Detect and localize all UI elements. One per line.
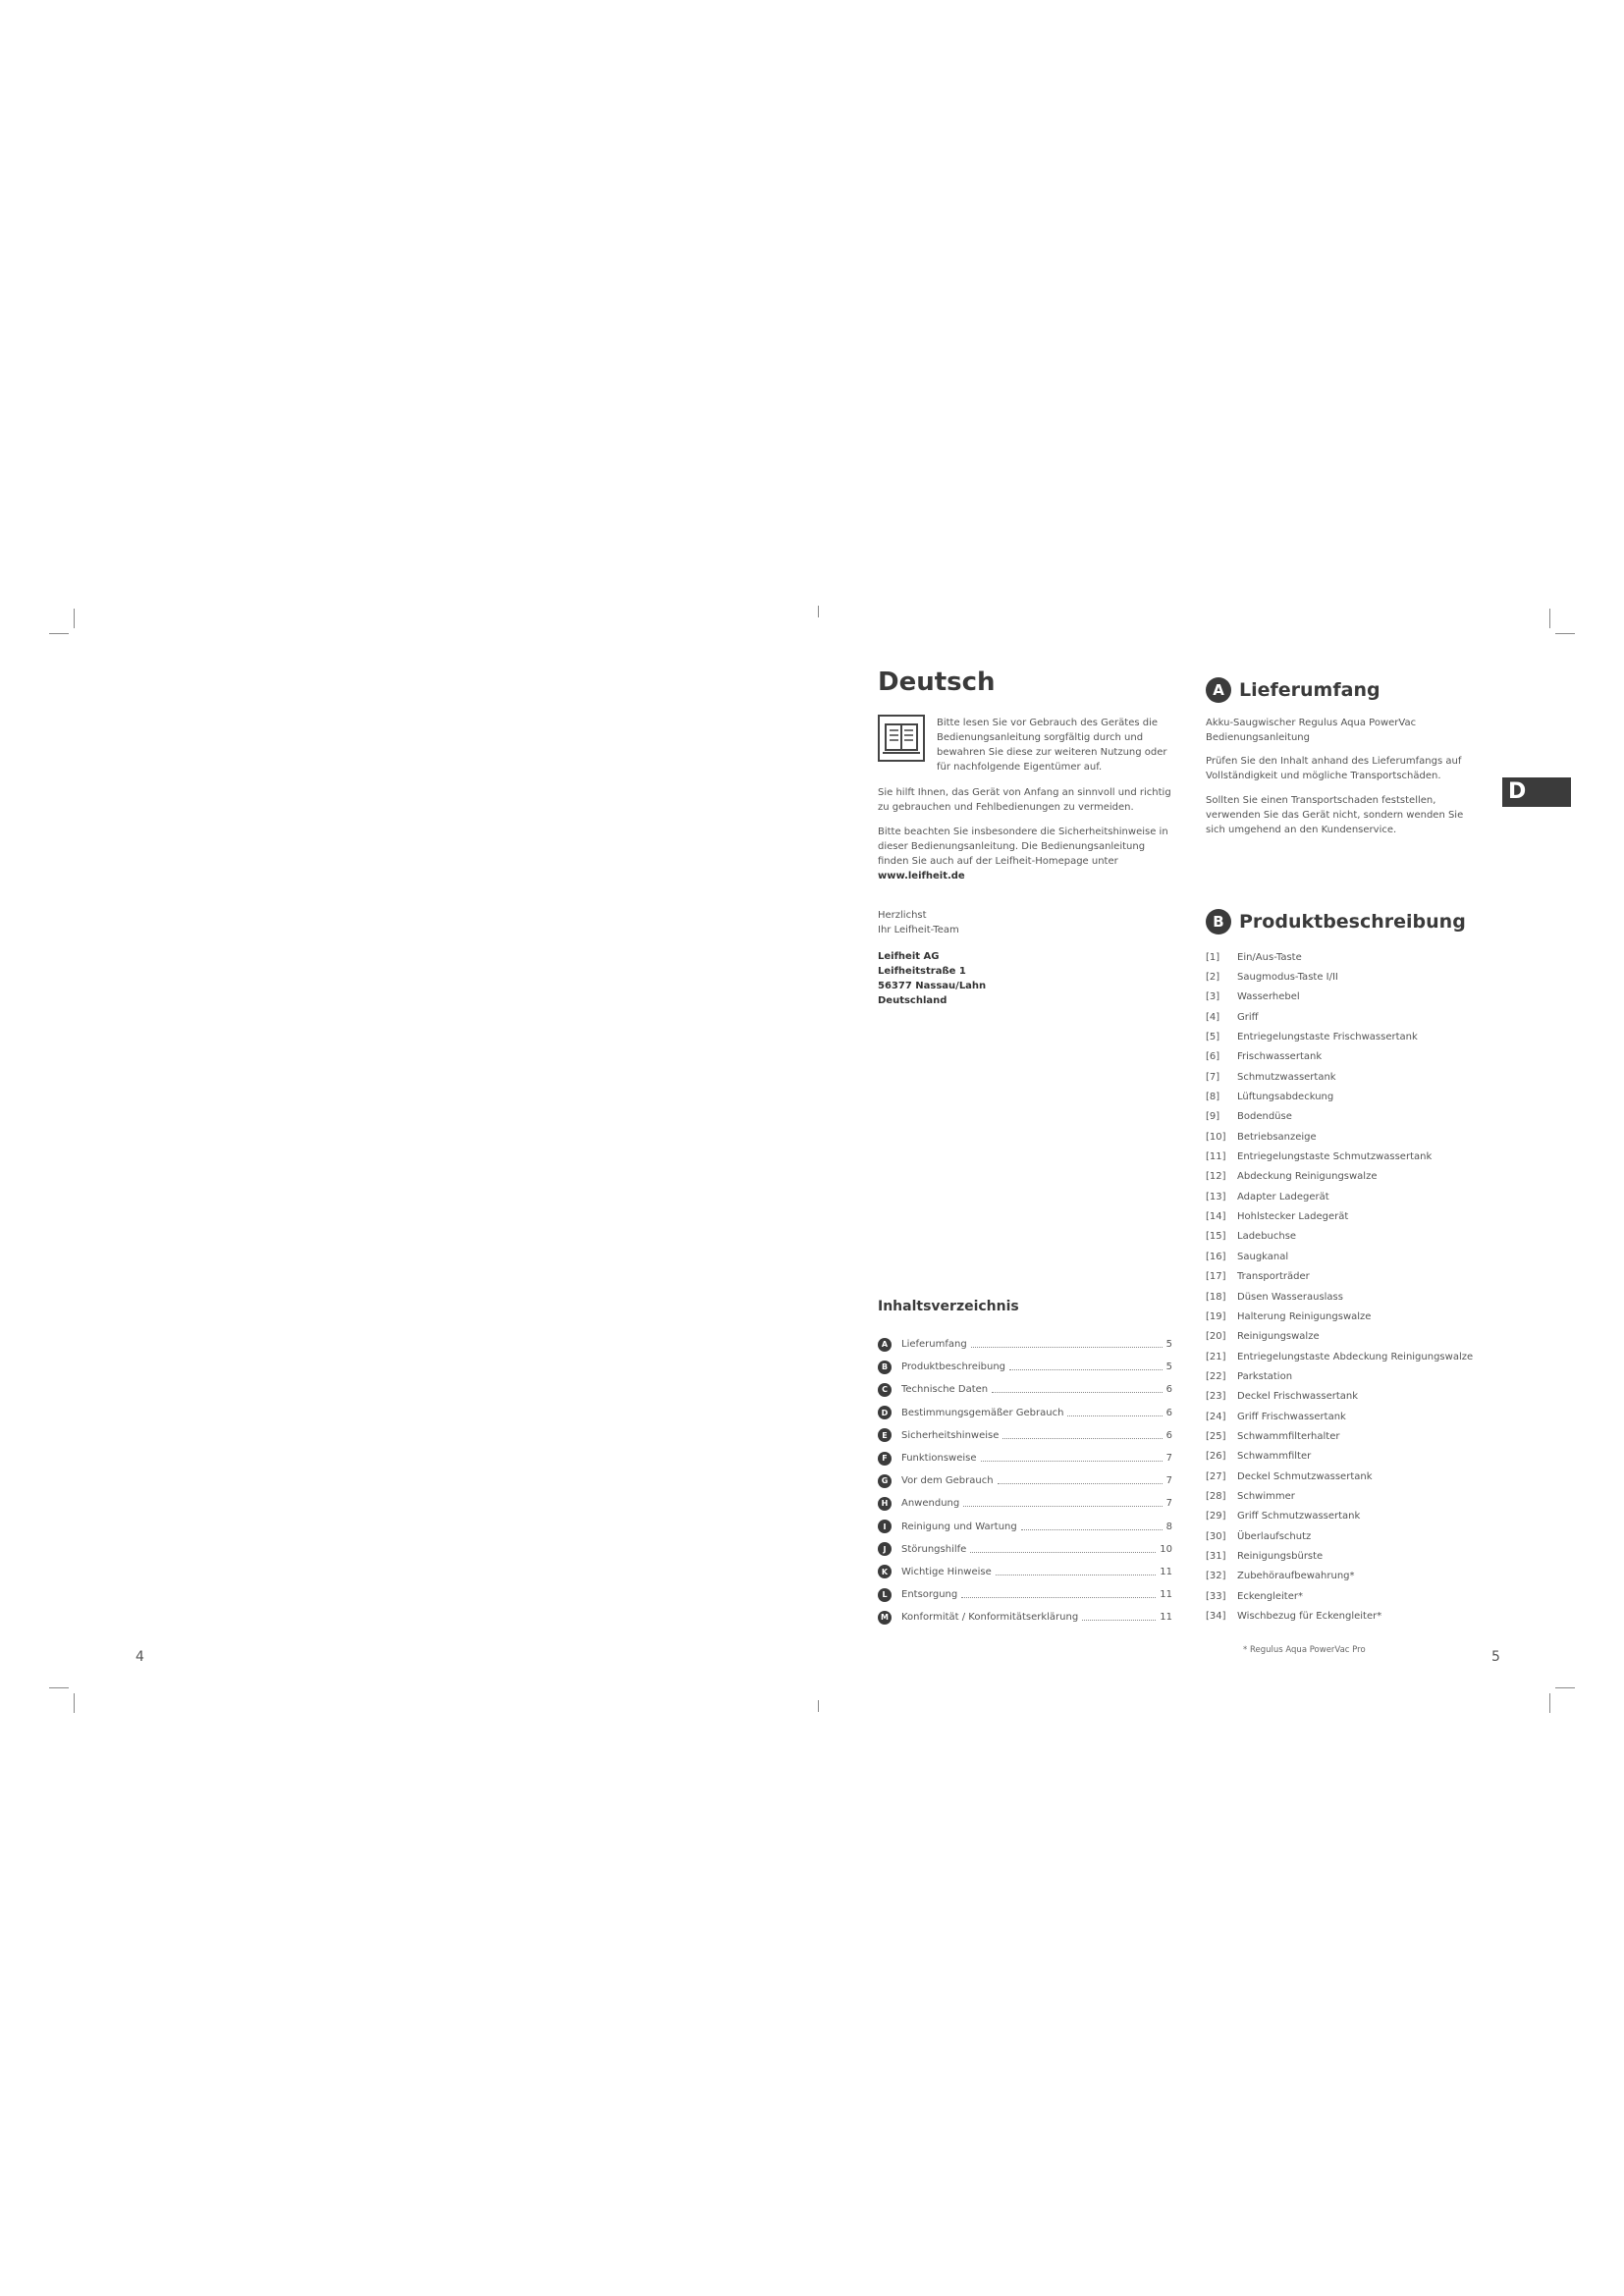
toc-page: 7 bbox=[1165, 1475, 1172, 1487]
toc-item[interactable] bbox=[878, 1378, 1172, 1401]
part-number: [24] bbox=[1206, 1411, 1226, 1422]
toc-label: Wichtige Hinweise bbox=[901, 1566, 992, 1577]
part-label: Griff Schmutzwassertank bbox=[1237, 1511, 1361, 1522]
list-item bbox=[1206, 988, 1473, 1007]
crop-mark bbox=[1555, 1687, 1575, 1688]
toc-page: 6 bbox=[1165, 1407, 1172, 1418]
section-badge: M bbox=[878, 1611, 892, 1625]
toc-item[interactable] bbox=[878, 1333, 1172, 1356]
part-label: Düsen Wasserauslass bbox=[1237, 1291, 1343, 1303]
list-item bbox=[1206, 1407, 1473, 1426]
part-number: [19] bbox=[1206, 1310, 1226, 1322]
part-number: [12] bbox=[1206, 1171, 1226, 1183]
part-label: Wasserhebel bbox=[1237, 991, 1300, 1003]
table-of-contents bbox=[878, 1333, 1172, 1629]
toc-leader bbox=[1009, 1369, 1163, 1370]
section-badge: F bbox=[878, 1452, 892, 1466]
toc-label: Reinigung und Wartung bbox=[901, 1521, 1017, 1532]
section-badge: G bbox=[878, 1474, 892, 1488]
toc-label: Konformität / Konformitätserklärung bbox=[901, 1612, 1079, 1624]
toc-leader bbox=[1021, 1529, 1163, 1530]
toc-item[interactable] bbox=[878, 1561, 1172, 1583]
toc-label: Anwendung bbox=[901, 1498, 960, 1510]
toc-item[interactable] bbox=[878, 1492, 1172, 1515]
list-item bbox=[1206, 1227, 1473, 1247]
crop-mark bbox=[1549, 609, 1550, 628]
list-item bbox=[1206, 1287, 1473, 1307]
toc-title: Inhaltsverzeichnis bbox=[878, 1299, 1019, 1314]
toc-label: Funktionsweise bbox=[901, 1453, 977, 1465]
part-number: [30] bbox=[1206, 1530, 1226, 1542]
list-item bbox=[1206, 1606, 1473, 1626]
toc-leader bbox=[1082, 1620, 1156, 1621]
part-number: [21] bbox=[1206, 1351, 1226, 1362]
toc-item[interactable] bbox=[878, 1538, 1172, 1561]
toc-leader bbox=[998, 1483, 1163, 1484]
part-label: Saugmodus-Taste I/II bbox=[1237, 972, 1338, 984]
part-label: Entriegelungstaste Schmutzwassertank bbox=[1237, 1151, 1433, 1163]
toc-item[interactable] bbox=[878, 1402, 1172, 1424]
part-label: Reinigungsbürste bbox=[1237, 1550, 1324, 1562]
part-label: Schwimmer bbox=[1237, 1490, 1295, 1502]
part-label: Parkstation bbox=[1237, 1370, 1293, 1382]
crop-mark bbox=[1549, 1693, 1550, 1713]
section-badge: B bbox=[878, 1361, 892, 1374]
section-badge: D bbox=[878, 1406, 892, 1419]
part-label: Schwammfilter bbox=[1237, 1451, 1312, 1463]
section-badge: B bbox=[1206, 909, 1231, 934]
list-item bbox=[1206, 1327, 1473, 1347]
toc-label: Störungshilfe bbox=[901, 1543, 967, 1555]
part-label: Frischwassertank bbox=[1237, 1051, 1323, 1063]
list-item bbox=[1206, 1507, 1473, 1526]
part-number: [3] bbox=[1206, 991, 1220, 1003]
part-number: [14] bbox=[1206, 1211, 1226, 1223]
para-safety-text: Bitte beachten Sie insbesondere die Sicherheitshinweise in dieser Bedienungsanleitung. Die Bedienungsanleitung finden Sie auch auf der Leifheit-Homepage unter bbox=[878, 827, 1168, 867]
toc-page: 6 bbox=[1165, 1429, 1172, 1441]
list-item bbox=[1206, 1087, 1473, 1106]
part-label: Ladebuchse bbox=[1237, 1231, 1297, 1243]
part-label: Eckengleiter* bbox=[1237, 1590, 1303, 1602]
part-label: Lüftungsabdeckung bbox=[1237, 1092, 1334, 1103]
part-number: [15] bbox=[1206, 1231, 1226, 1243]
part-label: Griff Frischwassertank bbox=[1237, 1411, 1346, 1422]
toc-item[interactable] bbox=[878, 1606, 1172, 1629]
transport-damage: Sollten Sie einen Transportschaden feststellen, verwenden Sie das Gerät nicht, sondern wenden Sie sich umgehend an den Kundenservice. bbox=[1206, 795, 1464, 835]
list-item bbox=[1206, 1486, 1473, 1506]
address-line: 56377 Nassau/Lahn bbox=[878, 981, 987, 991]
toc-label: Technische Daten bbox=[901, 1384, 989, 1396]
language-tab: D bbox=[1502, 777, 1571, 807]
toc-label: Lieferumfang bbox=[901, 1339, 967, 1351]
part-label: Griff bbox=[1237, 1011, 1259, 1023]
intro-text: Bitte lesen Sie vor Gebrauch des Gerätes die Bedienungsanleitung sorgfältig durch und bewahren Sie diese zur weiteren Nutzung oder für nachfolgende Eigentümer auf. bbox=[937, 718, 1167, 773]
part-number: [31] bbox=[1206, 1550, 1226, 1562]
part-label: Deckel Schmutzwassertank bbox=[1237, 1470, 1373, 1482]
section-badge: K bbox=[878, 1565, 892, 1578]
toc-item[interactable] bbox=[878, 1583, 1172, 1606]
crop-mark bbox=[1555, 633, 1575, 634]
website-link[interactable]: www.leifheit.de bbox=[878, 871, 965, 881]
list-item bbox=[1206, 1047, 1473, 1067]
greeting-line-2: Ihr Leifheit-Team bbox=[878, 925, 959, 935]
list-item bbox=[1206, 1447, 1473, 1467]
list-item bbox=[1206, 1206, 1473, 1226]
toc-item[interactable] bbox=[878, 1356, 1172, 1378]
part-number: [25] bbox=[1206, 1430, 1226, 1442]
part-number: [1] bbox=[1206, 951, 1220, 963]
section-badge: I bbox=[878, 1520, 892, 1533]
part-label: Überlaufschutz bbox=[1237, 1530, 1312, 1542]
toc-page: 11 bbox=[1160, 1612, 1172, 1624]
list-item bbox=[1206, 1586, 1473, 1606]
toc-leader bbox=[961, 1597, 1156, 1598]
toc-leader bbox=[963, 1506, 1162, 1507]
list-item bbox=[1206, 1366, 1473, 1386]
section-badge: A bbox=[878, 1338, 892, 1352]
part-number: [9] bbox=[1206, 1111, 1220, 1123]
parts-list bbox=[1206, 947, 1473, 1627]
section-badge: H bbox=[878, 1497, 892, 1511]
list-item bbox=[1206, 967, 1473, 987]
part-number: [2] bbox=[1206, 972, 1220, 984]
toc-item[interactable] bbox=[878, 1469, 1172, 1492]
toc-leader bbox=[981, 1461, 1163, 1462]
part-number: [28] bbox=[1206, 1490, 1226, 1502]
toc-leader bbox=[971, 1347, 1163, 1348]
crop-mark bbox=[49, 633, 69, 634]
toc-leader bbox=[992, 1392, 1162, 1393]
part-label: Entriegelungstaste Frischwassertank bbox=[1237, 1032, 1418, 1043]
part-number: [34] bbox=[1206, 1611, 1226, 1623]
address-line: Deutschland bbox=[878, 995, 947, 1006]
section-badge: C bbox=[878, 1383, 892, 1397]
part-label: Entriegelungstaste Abdeckung Reinigungswalze bbox=[1237, 1351, 1474, 1362]
part-number: [8] bbox=[1206, 1092, 1220, 1103]
toc-leader bbox=[1067, 1415, 1162, 1416]
part-number: [11] bbox=[1206, 1151, 1226, 1163]
toc-page: 5 bbox=[1165, 1362, 1172, 1373]
part-number: [22] bbox=[1206, 1370, 1226, 1382]
toc-item[interactable] bbox=[878, 1424, 1172, 1447]
part-label: Ein/Aus-Taste bbox=[1237, 951, 1302, 963]
part-number: [10] bbox=[1206, 1131, 1226, 1143]
part-number: [16] bbox=[1206, 1251, 1226, 1262]
list-item bbox=[1206, 1167, 1473, 1187]
para-safety bbox=[878, 825, 1177, 883]
section-title: Produktbeschreibung bbox=[1239, 911, 1466, 933]
part-number: [23] bbox=[1206, 1391, 1226, 1403]
book-icon-box bbox=[878, 715, 925, 762]
section-badge: L bbox=[878, 1588, 892, 1602]
part-label: Abdeckung Reinigungswalze bbox=[1237, 1171, 1378, 1183]
crop-mark bbox=[818, 606, 819, 617]
list-item bbox=[1206, 1567, 1473, 1586]
list-item bbox=[1206, 1467, 1473, 1486]
part-label: Schmutzwassertank bbox=[1237, 1071, 1336, 1083]
toc-label: Entsorgung bbox=[901, 1589, 958, 1601]
part-label: Saugkanal bbox=[1237, 1251, 1289, 1262]
list-item bbox=[1206, 1526, 1473, 1546]
address-line: Leifheitstraße 1 bbox=[878, 966, 966, 977]
toc-page: 7 bbox=[1165, 1453, 1172, 1465]
toc-page: 8 bbox=[1165, 1521, 1172, 1532]
toc-item[interactable] bbox=[878, 1447, 1172, 1469]
section-badge: J bbox=[878, 1542, 892, 1556]
part-label: Wischbezug für Eckengleiter* bbox=[1237, 1611, 1382, 1623]
toc-page: 5 bbox=[1165, 1339, 1172, 1351]
greeting bbox=[878, 908, 1177, 937]
footnote: * Regulus Aqua PowerVac Pro bbox=[1243, 1645, 1366, 1655]
part-number: [17] bbox=[1206, 1271, 1226, 1283]
list-item bbox=[1206, 1546, 1473, 1566]
section-badge: E bbox=[878, 1428, 892, 1442]
part-number: [13] bbox=[1206, 1191, 1226, 1202]
part-number: [6] bbox=[1206, 1051, 1220, 1063]
list-item bbox=[1206, 1107, 1473, 1127]
address-line: Leifheit AG bbox=[878, 951, 940, 962]
toc-page: 11 bbox=[1160, 1566, 1172, 1577]
crop-mark bbox=[818, 1700, 819, 1712]
section-badge: A bbox=[1206, 677, 1231, 703]
part-number: [27] bbox=[1206, 1470, 1226, 1482]
toc-page: 10 bbox=[1160, 1543, 1172, 1555]
list-item bbox=[1206, 947, 1473, 967]
part-label: Hohlstecker Ladegerät bbox=[1237, 1211, 1349, 1223]
crop-mark bbox=[74, 1693, 75, 1713]
part-number: [18] bbox=[1206, 1291, 1226, 1303]
crop-mark bbox=[74, 609, 75, 628]
toc-page: 11 bbox=[1160, 1589, 1172, 1601]
list-item bbox=[1206, 1387, 1473, 1407]
toc-label: Sicherheitshinweise bbox=[901, 1429, 1000, 1441]
part-number: [4] bbox=[1206, 1011, 1220, 1023]
list-item bbox=[1206, 1426, 1473, 1446]
delivery-check: Prüfen Sie den Inhalt anhand des Lieferumfangs auf Vollständigkeit und mögliche Transportschäden. bbox=[1206, 756, 1462, 781]
para-help: Sie hilft Ihnen, das Gerät von Anfang an sinnvoll und richtig zu gebrauchen und Fehlbedienungen zu vermeiden. bbox=[878, 787, 1171, 813]
part-number: [33] bbox=[1206, 1590, 1226, 1602]
company-address bbox=[878, 949, 986, 1008]
toc-label: Produktbeschreibung bbox=[901, 1362, 1006, 1373]
part-label: Transporträder bbox=[1237, 1271, 1310, 1283]
list-item bbox=[1206, 1067, 1473, 1087]
list-item bbox=[1206, 1267, 1473, 1287]
toc-leader bbox=[970, 1552, 1156, 1553]
part-number: [7] bbox=[1206, 1071, 1220, 1083]
part-number: [20] bbox=[1206, 1331, 1226, 1343]
part-label: Deckel Frischwassertank bbox=[1237, 1391, 1359, 1403]
part-number: [26] bbox=[1206, 1451, 1226, 1463]
list-item bbox=[1206, 1007, 1473, 1027]
list-item bbox=[1206, 1127, 1473, 1147]
toc-page: 6 bbox=[1165, 1384, 1172, 1396]
list-item bbox=[1206, 1027, 1473, 1046]
crop-mark bbox=[49, 1687, 69, 1688]
part-label: Bodendüse bbox=[1237, 1111, 1292, 1123]
part-label: Betriebsanzeige bbox=[1237, 1131, 1317, 1143]
list-item bbox=[1206, 1187, 1473, 1206]
toc-leader bbox=[1002, 1438, 1162, 1439]
part-number: [29] bbox=[1206, 1511, 1226, 1522]
list-item bbox=[1206, 1147, 1473, 1166]
part-label: Reinigungswalze bbox=[1237, 1331, 1320, 1343]
delivery-contents: Akku-Saugwischer Regulus Aqua PowerVac Bedienungsanleitung bbox=[1206, 718, 1417, 743]
section-a-heading bbox=[1206, 677, 1380, 703]
list-item bbox=[1206, 1307, 1473, 1326]
book-icon bbox=[880, 717, 923, 760]
page-title: Deutsch bbox=[878, 667, 996, 697]
section-b-heading bbox=[1206, 909, 1466, 934]
part-label: Adapter Ladegerät bbox=[1237, 1191, 1329, 1202]
toc-item[interactable] bbox=[878, 1516, 1172, 1538]
section-title: Lieferumfang bbox=[1239, 679, 1380, 701]
part-number: [32] bbox=[1206, 1571, 1226, 1582]
list-item bbox=[1206, 1347, 1473, 1366]
list-item bbox=[1206, 1247, 1473, 1266]
toc-page: 7 bbox=[1165, 1498, 1172, 1510]
page-number-right: 5 bbox=[1491, 1649, 1500, 1665]
part-label: Zubehöraufbewahrung* bbox=[1237, 1571, 1355, 1582]
part-number: [5] bbox=[1206, 1032, 1220, 1043]
greeting-line-1: Herzlichst bbox=[878, 910, 927, 921]
part-label: Halterung Reinigungswalze bbox=[1237, 1310, 1372, 1322]
part-label: Schwammfilterhalter bbox=[1237, 1430, 1340, 1442]
toc-label: Vor dem Gebrauch bbox=[901, 1475, 994, 1487]
page-number-left: 4 bbox=[135, 1649, 144, 1665]
toc-label: Bestimmungsgemäßer Gebrauch bbox=[901, 1407, 1064, 1418]
